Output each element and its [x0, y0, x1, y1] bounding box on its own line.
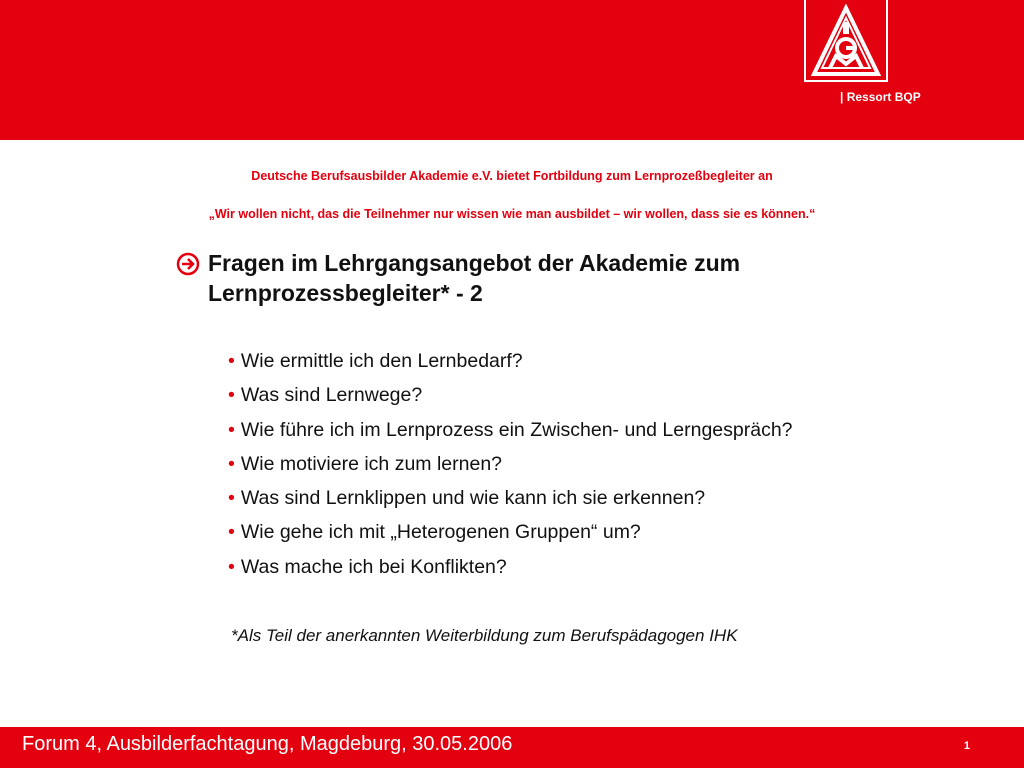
igm-logo-icon	[810, 4, 882, 76]
question-text: Was mache ich bei Konflikten?	[240, 555, 507, 578]
question-text: Was sind Lernwege?	[240, 384, 423, 407]
footnote: *Als Teil der anerkannten Weiterbildung zum Berufspädagogen IHK	[231, 626, 738, 645]
circle-arrow-right-icon	[176, 252, 200, 276]
question-text: Was sind Lernklippen und wie kann ich sie erkennen?	[240, 487, 706, 510]
bullet-icon: •	[228, 350, 235, 372]
heading	[176, 248, 936, 308]
question-list	[228, 348, 793, 588]
list-item	[228, 485, 793, 519]
bullet-icon: •	[228, 418, 235, 441]
list-item	[228, 554, 793, 588]
main-heading-block	[176, 248, 936, 308]
list-item	[228, 519, 793, 553]
bullet-icon: •	[228, 487, 235, 510]
list-item	[228, 348, 793, 382]
footer-bar	[0, 727, 1024, 768]
list-item	[228, 382, 793, 416]
footer-text: Forum 4, Ausbilderfachtagung, Magdeburg, 30.05.2006	[22, 733, 513, 755]
bullet-icon: •	[228, 384, 235, 407]
bullet-icon: •	[228, 521, 235, 544]
question-text: Wie motiviere ich zum lernen?	[240, 452, 503, 475]
header-bar	[0, 0, 1024, 140]
bullet-icon: •	[228, 555, 235, 578]
ressort-label: | Ressort BQP	[840, 90, 921, 104]
quote-line: „Wir wollen nicht, das die Teilnehmer nur wissen wie man ausbildet – wir wollen, dass sie es können.“	[208, 207, 816, 221]
page-number: 1	[963, 740, 970, 752]
igm-logo	[804, 0, 888, 82]
question-text: Wie gehe ich mit „Heterogenen Gruppen“ um?	[240, 521, 641, 544]
list-item	[228, 451, 793, 485]
question-text: Wie führe ich im Lernprozess ein Zwischen- und Lerngespräch?	[240, 418, 793, 441]
question-text: Wie ermittle ich den Lernbedarf?	[240, 350, 523, 372]
heading-text: Fragen im Lehrgangsangebot der Akademie zum Lernprozessbegleiter* - 2	[208, 250, 741, 306]
bullet-icon: •	[228, 452, 235, 475]
list-item	[228, 417, 793, 451]
subtitle-line-1: Deutsche Berufsausbilder Akademie e.V. bietet Fortbildung zum Lernprozeßbegleiter an	[251, 169, 773, 183]
